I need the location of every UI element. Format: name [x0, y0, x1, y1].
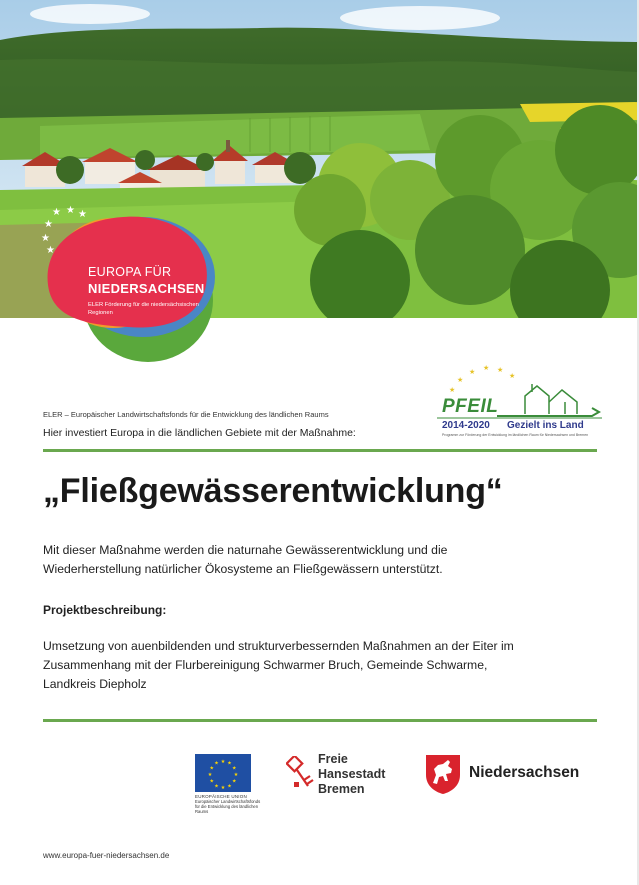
eu-logo — [195, 754, 265, 814]
eu-caption — [195, 794, 265, 814]
svg-text:★: ★ — [46, 245, 55, 255]
svg-text:★: ★ — [214, 783, 219, 790]
intro-line: Wiederherstellung natürlicher Ökosysteme an Fließgewässern unterstützt. — [43, 562, 443, 576]
pfeil-tagline: Gezielt ins Land — [507, 420, 584, 431]
svg-text:★: ★ — [232, 765, 237, 772]
pfeil-logo — [437, 362, 607, 442]
bremen-line: Hansestadt — [318, 767, 386, 781]
pfeil-years: 2014-2020 — [442, 420, 490, 431]
eu-small: Europäischer Landwirtschaftsfonds für die Entwicklung des ländlichen Raums — [195, 799, 261, 814]
svg-text:★: ★ — [209, 778, 214, 785]
eu-caps: EUROPÄISCHE UNION — [195, 794, 247, 799]
bremen-line: Bremen — [318, 782, 365, 796]
svg-text:★: ★ — [469, 368, 476, 376]
svg-text:★: ★ — [483, 364, 490, 372]
bremen-logo — [286, 752, 406, 798]
svg-text:★: ★ — [220, 759, 226, 765]
pfeil-wordmark: PFEIL — [442, 396, 499, 417]
svg-text:★: ★ — [449, 386, 456, 394]
svg-text:★: ★ — [233, 772, 239, 778]
svg-text:★: ★ — [227, 783, 232, 790]
bremen-wordmark — [318, 752, 385, 797]
svg-text:★: ★ — [52, 207, 61, 218]
niedersachsen-logo — [424, 753, 604, 795]
svg-text:★: ★ — [78, 209, 87, 220]
project-line: Zusammenhang mit der Flurbereinigung Schwarmer Bruch, Gemeinde Schwarme, — [43, 658, 488, 672]
star-ring-icon — [38, 205, 88, 255]
bremen-line: Freie — [318, 752, 348, 766]
footer-url: www.europa-fuer-niedersachsen.de — [43, 851, 170, 860]
badge-title-line1: EUROPA FÜR — [88, 265, 172, 279]
invest-line: Hier investiert Europa in die ländlichen Gebiete mit der Maßnahme: — [43, 427, 356, 439]
svg-text:★: ★ — [44, 219, 53, 230]
eler-line: ELER – Europäischer Landwirtschaftsfonds für die Entwicklung des ländlichen Raums — [43, 410, 329, 419]
project-line: Landkreis Diepholz — [43, 677, 147, 691]
svg-text:★: ★ — [214, 760, 219, 767]
intro-line: Mit dieser Maßnahme werden die naturnahe Gewässerentwicklung und die — [43, 543, 448, 557]
niedersachsen-wordmark: Niedersachsen — [469, 764, 580, 781]
svg-text:★: ★ — [207, 772, 213, 778]
eu-stars-icon — [195, 754, 251, 792]
intro-text — [43, 541, 583, 579]
europa-fuer-niedersachsen-logo — [38, 205, 223, 370]
svg-text:★: ★ — [509, 372, 516, 380]
badge-title-line2: NIEDERSACHSEN — [88, 281, 205, 296]
badge-subtitle: ELER Förderung für die niedersächsischen Regionen — [88, 302, 199, 316]
svg-text:★: ★ — [66, 205, 75, 216]
divider-top — [43, 449, 597, 452]
eu-flag-icon — [195, 754, 251, 792]
svg-text:★: ★ — [497, 366, 504, 374]
svg-text:★: ★ — [209, 765, 214, 772]
project-description — [43, 637, 593, 694]
divider-bottom — [43, 719, 597, 722]
project-heading: Projektbeschreibung: — [43, 603, 167, 617]
svg-text:★: ★ — [232, 778, 237, 785]
svg-text:★: ★ — [220, 785, 226, 791]
pfeil-small-text: Programm zur Förderung der Entwicklung im ländlichen Raum für Niedersachsen und Bremen — [442, 433, 589, 437]
svg-text:★: ★ — [457, 376, 464, 384]
horse-shield-icon — [424, 753, 462, 795]
measure-title: „Fließgewässerentwicklung“ — [43, 472, 503, 510]
svg-text:★: ★ — [227, 760, 232, 767]
svg-text:★: ★ — [41, 233, 50, 244]
project-line: Umsetzung von auenbildenden und strukturverbessernden Maßnahmen an der Eiter im — [43, 639, 514, 653]
bremen-key-icon — [286, 756, 316, 796]
